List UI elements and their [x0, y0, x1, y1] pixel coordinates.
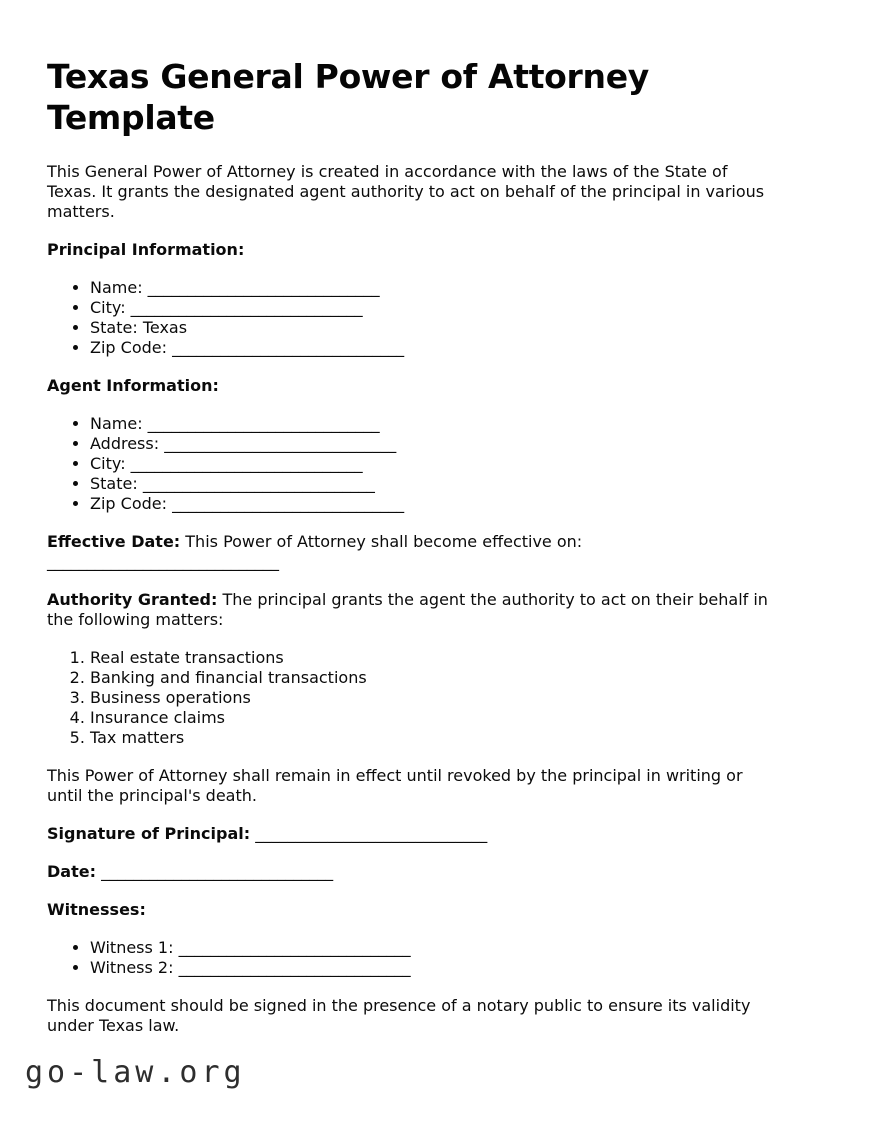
- authority-granted-paragraph: [47, 590, 813, 630]
- principal-info-list: [47, 278, 813, 358]
- date-label: Date:: [47, 862, 96, 881]
- authority-matters-list: [47, 648, 813, 748]
- authority-item-tax: 5. Tax matters: [90, 728, 813, 748]
- agent-address-item: • Address: _____________________________: [90, 434, 813, 454]
- authority-line-1: The principal grants the agent the authority to act on their behalf in: [222, 590, 768, 609]
- authority-item-banking: 2. Banking and financial transactions: [90, 668, 813, 688]
- notary-paragraph: [47, 996, 813, 1036]
- signature-label: Signature of Principal:: [47, 824, 251, 843]
- agent-zip-item: • Zip Code: _____________________________: [90, 494, 813, 514]
- revocation-paragraph: [47, 766, 813, 806]
- agent-name-item: • Name: _____________________________: [90, 414, 813, 434]
- date-blank: _____________________________: [101, 862, 334, 881]
- effective-date-label: Effective Date:: [47, 532, 181, 551]
- principal-state-item: • State: Texas: [90, 318, 813, 338]
- authority-item-insurance: 4. Insurance claims: [90, 708, 813, 728]
- authority-item-business: 3. Business operations: [90, 688, 813, 708]
- notary-line-2: under Texas law.: [47, 1016, 180, 1035]
- principal-name-item: • Name: _____________________________: [90, 278, 813, 298]
- document-title: Texas General Power of Attorney Template: [47, 57, 650, 137]
- agent-info-heading: Agent Information:: [47, 376, 219, 395]
- authority-item-real-estate: 1. Real estate transactions: [90, 648, 813, 668]
- effective-date-paragraph: [47, 532, 813, 572]
- witnesses-list: [47, 938, 813, 978]
- revocation-line-1: This Power of Attorney shall remain in effect until revoked by the principal in writing or: [47, 766, 743, 785]
- intro-line-2: Texas. It grants the designated agent authority to act on behalf of the principal in various: [47, 182, 765, 201]
- agent-info-list: [47, 414, 813, 514]
- revocation-line-2: until the principal's death.: [47, 786, 257, 805]
- authority-line-2: the following matters:: [47, 610, 224, 629]
- signature-line: [47, 824, 813, 844]
- agent-city-item: • City: _____________________________: [90, 454, 813, 474]
- date-line: [47, 862, 813, 882]
- witness-2-item: • Witness 2: _____________________________: [90, 958, 813, 978]
- footer-watermark: go-law.org: [25, 1055, 246, 1090]
- effective-date-blank: _____________________________: [47, 552, 279, 571]
- notary-line-1: This document should be signed in the presence of a notary public to ensure its validity: [47, 996, 751, 1015]
- principal-city-item: • City: _____________________________: [90, 298, 813, 318]
- signature-blank: _____________________________: [255, 824, 488, 843]
- witnesses-heading: Witnesses:: [47, 900, 146, 919]
- witness-1-item: • Witness 1: _____________________________: [90, 938, 813, 958]
- principal-zip-item: • Zip Code: _____________________________: [90, 338, 813, 358]
- intro-line-3: matters.: [47, 202, 115, 221]
- agent-state-item: • State: _____________________________: [90, 474, 813, 494]
- principal-info-heading: Principal Information:: [47, 240, 245, 259]
- effective-date-text: This Power of Attorney shall become effective on:: [185, 532, 583, 551]
- intro-line-1: This General Power of Attorney is created in accordance with the laws of the State of: [47, 162, 728, 181]
- intro-paragraph: [47, 162, 813, 222]
- authority-granted-label: Authority Granted:: [47, 590, 218, 609]
